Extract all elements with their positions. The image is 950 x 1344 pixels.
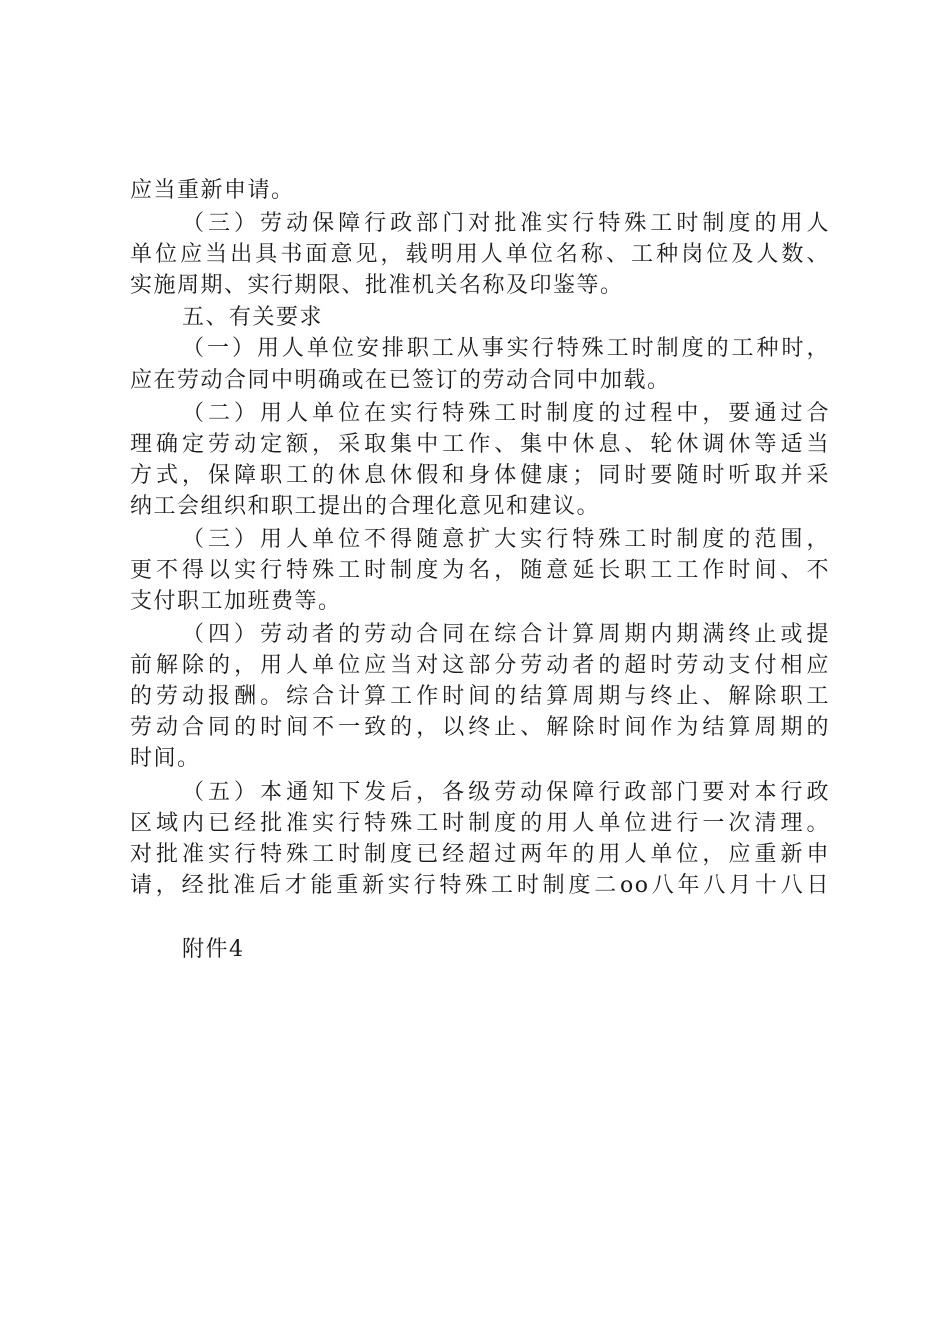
text-line: （三）劳动保障行政部门对批准实行特殊工时制度的用人 <box>182 211 830 236</box>
text-line: （一）用人单位安排职工从事实行特殊工时制度的工种时， <box>182 336 830 361</box>
text-line: 方式，保障职工的休息休假和身体健康；同时要随时听取并采 <box>130 463 830 488</box>
text-line: 应当重新申请。 <box>130 178 295 203</box>
text-line: 实施周期、实行期限、批准机关名称及印鉴等。 <box>130 273 624 298</box>
text-line: 前解除的，用人单位应当对这部分劳动者的超时劳动支付相应 <box>130 653 830 678</box>
section-heading: 五、有关要求 <box>182 305 324 330</box>
text-line: （四）劳动者的劳动合同在综合计算周期内期满终止或提 <box>182 622 830 647</box>
attachment-label: 附件4 <box>182 937 245 962</box>
text-line: 单位应当出具书面意见，载明用人单位名称、工种岗位及人数、 <box>130 242 830 267</box>
text-line: 请，经批准后才能重新实行特殊工时制度二oo八年八月十八日 <box>130 873 830 898</box>
text-line: （二）用人单位在实行特殊工时制度的过程中，要通过合 <box>182 401 830 426</box>
text-line: 支付职工加班费等。 <box>130 589 342 614</box>
text-line: （三）用人单位不得随意扩大实行特殊工时制度的范围， <box>182 527 830 552</box>
text-line: 的劳动报酬。综合计算工作时间的结算周期与终止、解除职工 <box>130 684 830 709</box>
text-line: （五）本通知下发后，各级劳动保障行政部门要对本行政 <box>182 780 830 805</box>
text-line: 区域内已经批准实行特殊工时制度的用人单位进行一次清理。 <box>130 811 830 836</box>
text-line: 劳动合同的时间不一致的，以终止、解除时间作为结算周期的 <box>130 715 830 740</box>
text-line: 更不得以实行特殊工时制度为名，随意延长职工工作时间、不 <box>130 558 830 583</box>
text-line: 理确定劳动定额，采取集中工作、集中休息、轮休调休等适当 <box>130 432 830 457</box>
text-line: 时间。 <box>130 746 201 771</box>
text-line: 对批准实行特殊工时制度已经超过两年的用人单位，应重新申 <box>130 842 830 867</box>
text-line: 纳工会组织和职工提出的合理化意见和建议。 <box>130 494 601 519</box>
text-line: 应在劳动合同中明确或在已签订的劳动合同中加载。 <box>130 368 671 393</box>
